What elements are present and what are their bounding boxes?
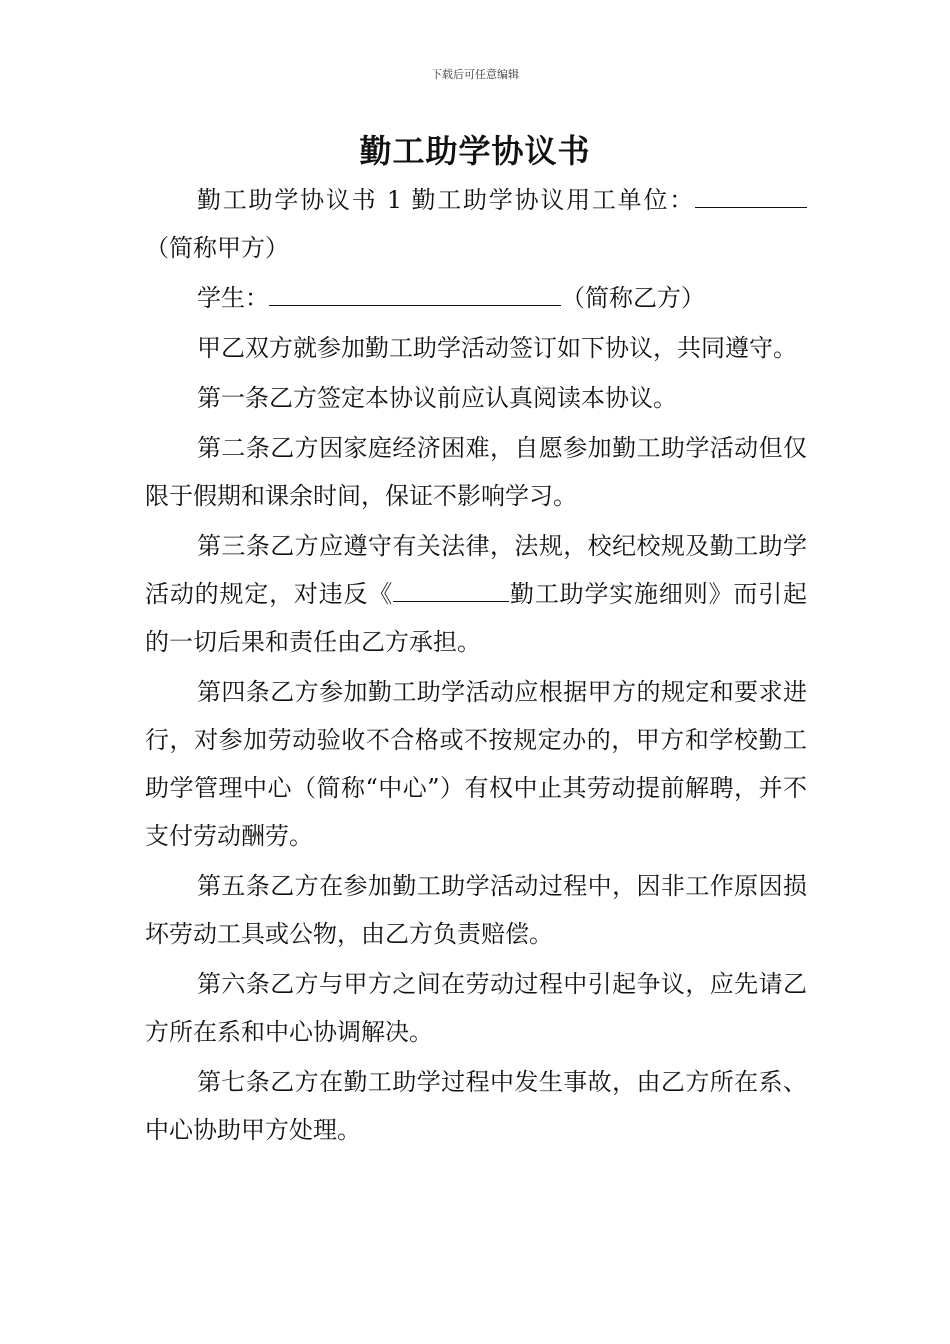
article-3-part1: 第三条乙方应遵守有关法律，法规，校纪校规及勤工助学活动的规定，对违反《	[145, 532, 807, 608]
article-3	[145, 522, 807, 666]
header-note: 下载后可任意编辑	[431, 68, 519, 81]
rules-blank	[393, 579, 509, 602]
student-label: 学生：	[197, 284, 269, 312]
paragraph-employer	[145, 176, 807, 272]
employer-blank	[695, 185, 807, 208]
paragraph-student	[145, 274, 807, 322]
student-blank	[269, 283, 561, 306]
document-body	[145, 176, 807, 1156]
employer-label: 勤工助学协议书 1 勤工助学协议用工单位：	[197, 186, 695, 214]
student-abbr: （简称乙方）	[561, 284, 705, 312]
article-2: 第二条乙方因家庭经济困难，自愿参加勤工助学活动但仅限于假期和课余时间，保证不影响学习。	[145, 434, 807, 510]
article-4: 第四条乙方参加勤工助学活动应根据甲方的规定和要求进行，对参加劳动验收不合格或不按规定办的，甲方和学校勤工助学管理中心（简称“中心”）有权中止其劳动提前解聘，并不支付劳动酬劳。	[145, 678, 807, 850]
paragraph-intro: 甲乙双方就参加勤工助学活动签订如下协议，共同遵守。	[197, 334, 797, 362]
article-5: 第五条乙方在参加勤工助学活动过程中，因非工作原因损坏劳动工具或公物，由乙方负责赔偿。	[145, 872, 807, 948]
article-1: 第一条乙方签定本协议前应认真阅读本协议。	[197, 384, 677, 412]
article-6: 第六条乙方与甲方之间在劳动过程中引起争议，应先请乙方所在系和中心协调解决。	[145, 970, 807, 1046]
document-title: 勤工助学协议书	[359, 132, 591, 170]
article-7: 第七条乙方在勤工助学过程中发生事故，由乙方所在系、中心协助甲方处理。	[145, 1068, 807, 1144]
employer-abbr: （简称甲方）	[145, 234, 289, 262]
article-3-part2: 勤工助学实施细则》而引起的一切后果和责任由乙方承担。	[145, 580, 808, 656]
